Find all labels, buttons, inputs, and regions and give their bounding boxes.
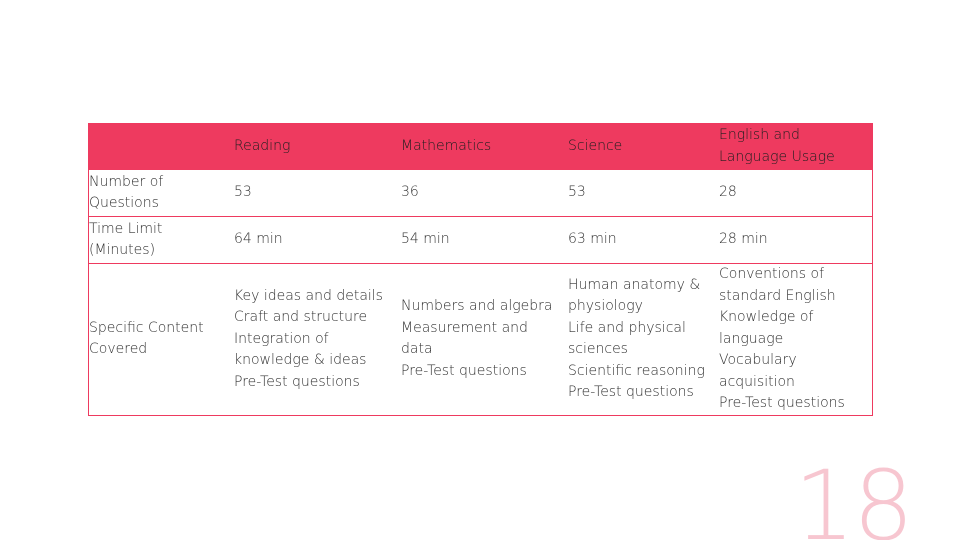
- table-row-time: [88, 217, 872, 264]
- cell-questions-math: 36: [401, 184, 419, 201]
- cell-time-reading: 64 min: [234, 217, 401, 264]
- content-line: Pre-Test questions: [401, 362, 527, 379]
- content-line: Conventions of: [719, 266, 825, 282]
- cell-content-reading: [234, 264, 401, 415]
- cell-content-math: [401, 264, 568, 415]
- content-line: data: [401, 341, 433, 358]
- content-line: acquisition: [719, 373, 795, 390]
- content-line: Pre-Test questions: [234, 373, 360, 390]
- cell-time-english: 28 min: [719, 217, 872, 264]
- content-line: sciences: [568, 341, 628, 358]
- content-line: Human anatomy &: [568, 276, 701, 293]
- header-empty-cell: [88, 123, 234, 170]
- content-line: Numbers and algebra: [401, 298, 553, 315]
- row-label-line: Covered: [89, 341, 148, 358]
- header-english-line: Language Usage: [719, 148, 835, 165]
- content-line: Pre-Test questions: [719, 395, 845, 411]
- cell-content-science: [568, 264, 719, 415]
- content-line: Vocabulary: [719, 352, 797, 368]
- cell-questions-english: 28: [719, 184, 737, 201]
- table-row-questions: [88, 170, 872, 217]
- header-mathematics: Mathematics: [401, 123, 568, 170]
- content-line: Craft and structure: [234, 309, 368, 325]
- content-line: Integration of: [234, 330, 329, 347]
- row-label-line: Number of: [89, 173, 164, 190]
- header-english-line: English and: [719, 127, 800, 143]
- cell-questions-science: 53: [568, 184, 586, 201]
- row-label-line: Time Limit: [89, 220, 163, 237]
- table-header-row: [88, 123, 872, 170]
- comparison-table: [88, 123, 872, 415]
- cell-content-english: [719, 264, 872, 415]
- table-row-content: [88, 264, 872, 415]
- content-line: knowledge & ideas: [234, 352, 367, 368]
- content-line: standard English: [719, 287, 836, 304]
- header-reading: Reading: [234, 123, 401, 170]
- row-label-content: [88, 264, 234, 415]
- cell-time-math: 54 min: [401, 217, 568, 264]
- content-line: Pre-Test questions: [568, 384, 694, 401]
- content-line: Scientific reasoning: [568, 362, 705, 379]
- content-line: Knowledge of: [719, 309, 814, 325]
- page-number: 18: [793, 450, 912, 540]
- content-line: Key ideas and details: [234, 287, 383, 304]
- row-label-time: [88, 217, 234, 264]
- content-line: Measurement and: [401, 319, 528, 336]
- row-label-line: Specific Content: [89, 319, 204, 336]
- content-line: Life and physical: [568, 319, 686, 336]
- header-english: [719, 123, 872, 170]
- cell-time-science: 63 min: [568, 217, 719, 264]
- header-science: Science: [568, 123, 719, 170]
- cell-questions-reading: 53: [234, 184, 252, 201]
- content-line: physiology: [568, 298, 643, 315]
- row-label-questions: [88, 170, 234, 217]
- row-label-line: Questions: [89, 195, 159, 211]
- content-line: language: [719, 330, 784, 347]
- row-label-line: (Minutes): [89, 242, 156, 258]
